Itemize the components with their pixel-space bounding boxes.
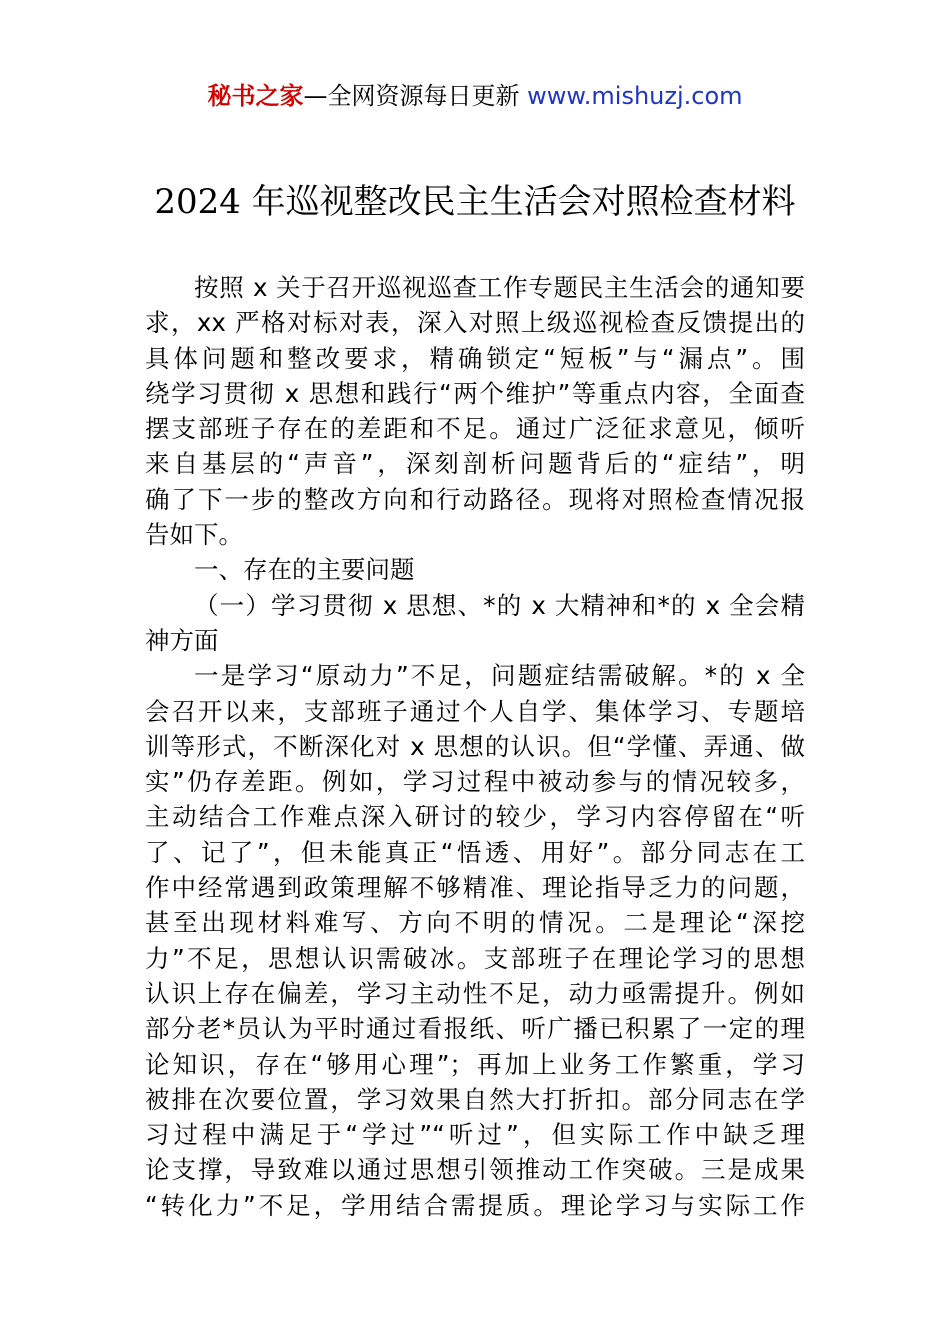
body-line: 部分老*员认为平时通过看报纸、听广播已积累了一定的理 — [145, 1014, 805, 1044]
body-line: 实”仍存差距。例如，学习过程中被动参与的情况较多， — [145, 767, 805, 797]
header-dash: — — [303, 82, 328, 110]
body-line: 来自基层的“声音”，深刻剖析问题背后的“症结”，明 — [145, 449, 805, 479]
document-body — [145, 270, 805, 1223]
body-line: 被排在次要位置，学习效果自然大打折扣。部分同志在学 — [145, 1084, 805, 1114]
body-line: 甚至出现材料难写、方向不明的情况。二是理论“深挖 — [145, 908, 805, 938]
body-line: 论知识，存在“够用心理”；再加上业务工作繁重，学习 — [145, 1049, 805, 1079]
body-line: 求，xx 严格对标对表，深入对照上级巡视检查反馈提出的 — [145, 308, 805, 338]
body-line: 按照 x 关于召开巡视巡查工作专题民主生活会的通知要 — [194, 273, 805, 302]
body-line: 力”不足，思想认识需破冰。支部班子在理论学习的思想 — [145, 943, 805, 973]
document-title: 2024 年巡视整改民主生活会对照检查材料 — [154, 182, 796, 222]
body-line: 具体问题和整改要求，精确锁定“短板”与“漏点”。围 — [145, 343, 805, 373]
body-line: 绕学习贯彻 x 思想和践行“两个维护”等重点内容，全面查 — [145, 378, 805, 408]
body-line: 认识上存在偏差，学习主动性不足，动力亟需提升。例如 — [145, 978, 805, 1008]
body-line: 主动结合工作难点深入研讨的较少，学习内容停留在“听 — [145, 802, 805, 832]
body-line: 论支撑，导致难以通过思想引领推动工作突破。三是成果 — [145, 1155, 805, 1185]
body-line: 训等形式，不断深化对 x 思想的认识。但“学懂、弄通、做 — [145, 731, 805, 761]
body-line: 神方面 — [145, 625, 219, 655]
body-line: （一）学习贯彻 x 思想、*的 x 大精神和*的 x 全会精 — [194, 590, 805, 620]
body-line: 会召开以来，支部班子通过个人自学、集体学习、专题培 — [145, 696, 805, 726]
body-line: 一、存在的主要问题 — [194, 555, 415, 585]
body-line: 一是学习“原动力”不足，问题症结需破解。*的 x 全 — [194, 661, 805, 691]
body-line: 告如下。 — [145, 520, 243, 550]
header-slogan: 全网资源每日更新 — [327, 82, 520, 110]
body-line: 了、记了”，但未能真正“悟透、用好”。部分同志在工 — [145, 837, 805, 867]
body-line: “转化力”不足，学用结合需提质。理论学习与实际工作 — [145, 1190, 805, 1220]
body-line: 习过程中满足于“学过”“听过”，但实际工作中缺乏理 — [145, 1120, 805, 1150]
body-line: 确了下一步的整改方向和行动路径。现将对照检查情况报 — [145, 484, 805, 514]
site-brand: 秘书之家 — [207, 82, 304, 110]
body-line: 作中经常遇到政策理解不够精准、理论指导乏力的问题， — [145, 873, 805, 903]
site-header — [0, 80, 950, 112]
body-line: 摆支部班子存在的差距和不足。通过广泛征求意见，倾听 — [145, 414, 805, 444]
site-url-link[interactable]: www.mishuzj.com — [527, 82, 743, 110]
